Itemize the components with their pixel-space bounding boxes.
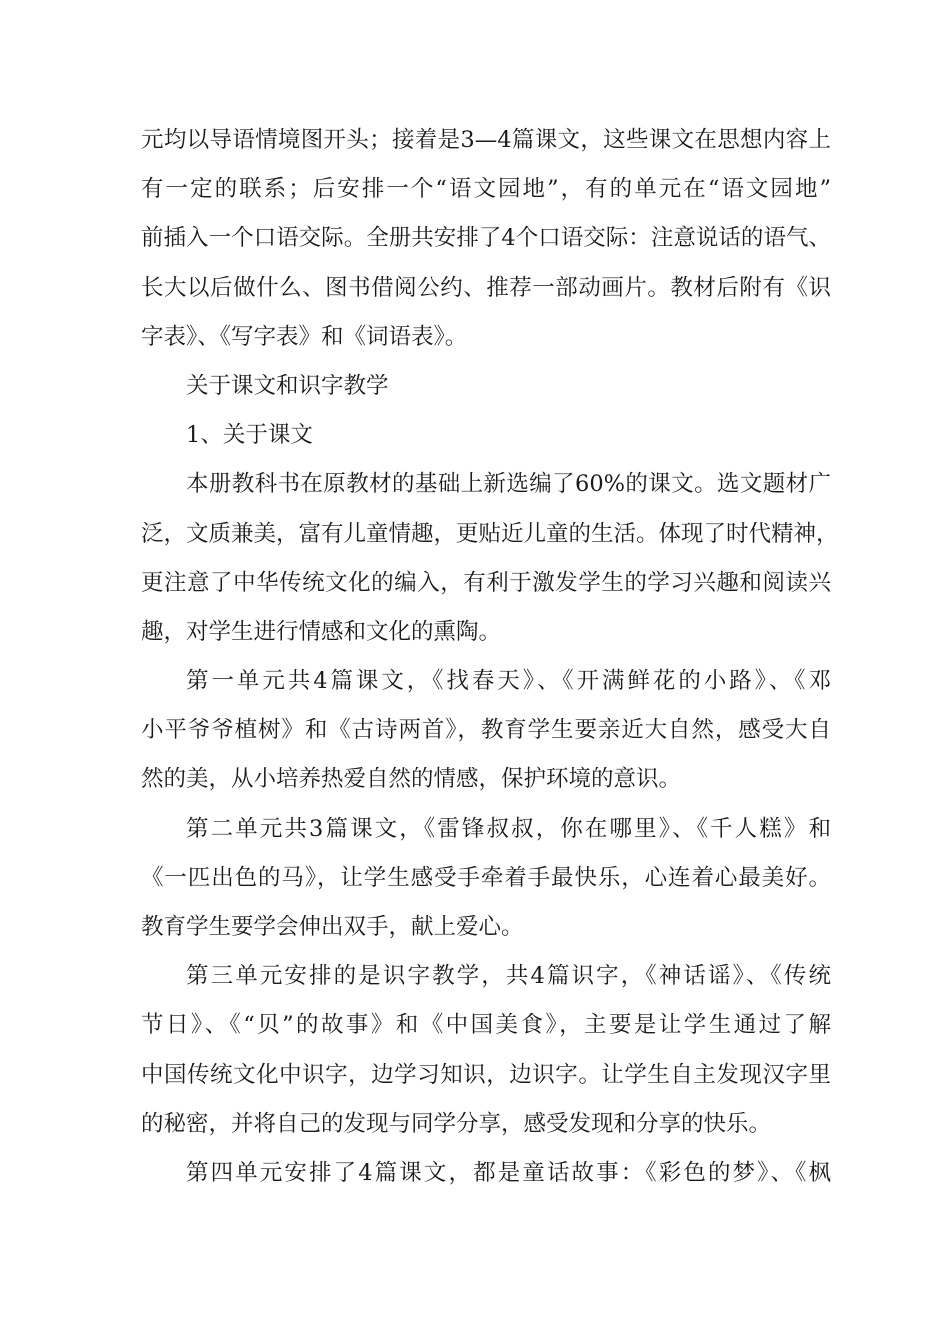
text-line: 中国传统文化中识字，边学习知识，边识字。让学生自主发现汉字里 (141, 1061, 831, 1088)
text-line: 有一定的联系；后安排一个“语文园地”，有的单元在“语文园地” (141, 176, 831, 203)
text-line: 本册教科书在原教材的基础上新选编了60%的课文。选文题材广 (186, 471, 831, 498)
text-line: 第二单元共3篇课文，《雷锋叔叔，你在哪里》、《千人糕》和 (186, 815, 831, 842)
text-line: 趣，对学生进行情感和文化的熏陶。 (141, 618, 502, 645)
text-line: 节日》、《“贝”的故事》和《中国美食》，主要是让学生通过了解 (141, 1012, 831, 1039)
text-line: 前插入一个口语交际。全册共安排了4个口语交际：注意说话的语气、 (141, 225, 831, 252)
text-line: 元均以导语情境图开头；接着是3—4篇课文，这些课文在思想内容上 (141, 127, 831, 153)
text-line: 第四单元安排了4篇课文，都是童话故事：《彩色的梦》、《枫 (186, 1159, 831, 1186)
text-line: 字表》、《写字表》和《词语表》。 (141, 323, 468, 350)
text-line: 然的美，从小培养热爱自然的情感，保护环境的意识。 (141, 766, 682, 793)
text-line: 更注意了中华传统文化的编入，有利于激发学生的学习兴趣和阅读兴 (141, 569, 831, 596)
text-line: 长大以后做什么、图书借阅公约、推荐一部动画片。教材后附有《识 (141, 274, 831, 301)
text-line: 第一单元共4篇课文，《找春天》、《开满鲜花的小路》、《邓 (186, 668, 831, 695)
body-text (141, 116, 839, 1198)
text-line: 关于课文和识字教学 (186, 372, 389, 399)
text-line: 1、关于课文 (186, 422, 313, 449)
text-line: 泛，文质兼美，富有儿童情趣，更贴近儿童的生活。体现了时代精神， (141, 520, 839, 547)
text-line: 《一匹出色的马》，让学生感受手牵着手最快乐，心连着心最美好。 (141, 864, 831, 891)
text-line: 教育学生要学会伸出双手，献上爱心。 (141, 914, 524, 940)
text-line: 的秘密，并将自己的发现与同学分享，感受发现和分享的快乐。 (141, 1110, 772, 1137)
text-line: 第三单元安排的是识字教学，共4篇识字，《神话谣》、《传统 (186, 963, 831, 990)
text-line: 小平爷爷植树》和《古诗两首》，教育学生要亲近大自然，感受大自 (141, 717, 831, 744)
